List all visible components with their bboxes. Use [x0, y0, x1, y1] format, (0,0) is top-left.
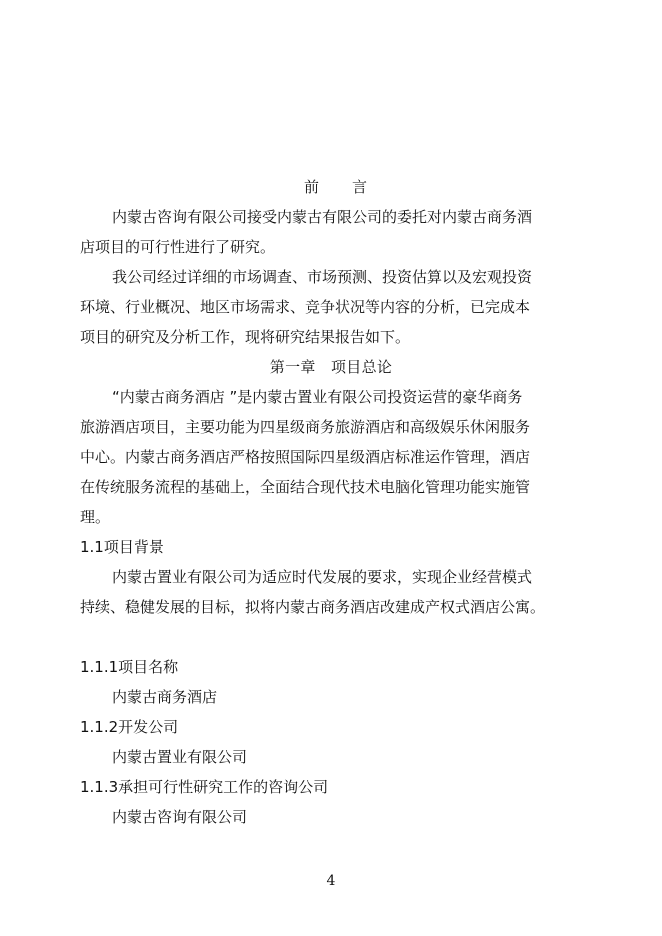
preface-line: 环境、行业概况、地区市场需求、竞争状况等内容的分析，已完成本 [80, 298, 531, 316]
subsection-content: 内蒙古商务酒店 [112, 688, 218, 706]
section-line: 持续、稳健发展的目标，拟将内蒙古商务酒店改建成产权式酒店公寓。 [80, 598, 546, 616]
subsection-heading: 1.1.1项目名称 [80, 658, 179, 676]
section-heading: 1.1项目背景 [80, 538, 164, 556]
preface-title: 前 言 [303, 178, 376, 196]
subsection-heading: 1.1.2开发公司 [80, 718, 179, 736]
chapter-intro-line: 理。 [80, 508, 111, 526]
page-number: 4 [326, 873, 336, 889]
chapter-intro-line: “内蒙古商务酒店 ”是内蒙古置业有限公司投资运营的豪华商务 [112, 388, 523, 406]
chapter-intro-line: 旅游酒店项目，主要功能为四星级商务旅游酒店和高级娱乐休闲服务 [80, 418, 531, 436]
chapter-intro-line: 中心。内蒙古商务酒店严格按照国际四星级酒店标准运作管理，酒店 [80, 448, 531, 466]
subsection-content: 内蒙古置业有限公司 [112, 748, 248, 766]
subsection-content: 内蒙古咨询有限公司 [112, 808, 248, 826]
chapter-intro-line: 在传统服务流程的基础上，全面结合现代技术电脑化管理功能实施管 [80, 478, 531, 496]
section-line: 内蒙古置业有限公司为适应时代发展的要求，实现企业经营模式 [112, 568, 533, 586]
preface-line: 内蒙古咨询有限公司接受内蒙古有限公司的委托对内蒙古商务酒 [112, 208, 533, 226]
preface-line: 我公司经过详细的市场调查、市场预测、投资估算以及宏观投资 [112, 268, 533, 286]
preface-line: 项目的研究及分析工作，现将研究结果报告如下。 [80, 328, 411, 346]
preface-line: 店项目的可行性进行了研究。 [80, 238, 276, 256]
chapter-title: 第一章 项目总论 [269, 358, 393, 376]
subsection-heading: 1.1.3承担可行性研究工作的咨询公司 [80, 778, 329, 796]
